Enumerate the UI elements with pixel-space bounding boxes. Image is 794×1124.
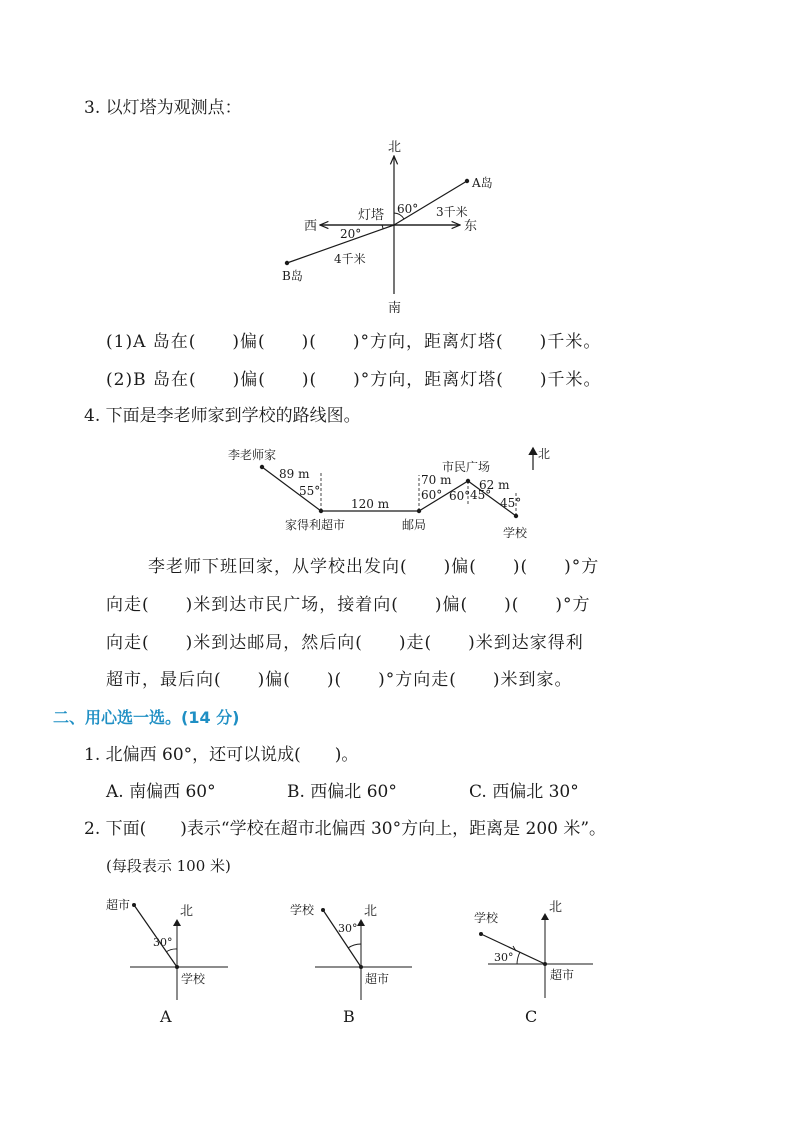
section2-heading: 二、用心选一选。(14 分) [53,708,240,727]
diagram-b [290,902,412,1026]
a1-label: 55° [299,484,321,498]
diagram-b-top-label: 学校 [290,903,315,917]
a6-label: 45° [500,496,522,510]
diagram-b-angle-label: 30° [338,922,358,935]
diagram-c-angle-label: 30° [494,951,514,964]
diagram-c-north-label: 北 [549,900,563,915]
diagram-c-center-label: 超市 [550,968,575,982]
q4-line2: 向走( )米到达市民广场，接着向( )偏( )( )°方 [106,595,591,615]
plaza-label: 市民广场 [442,460,491,474]
diagram-c-top-label: 学校 [474,911,499,925]
east-label: 东 [464,219,478,234]
diagram-a-top-label: 超市 [106,898,131,912]
s2-q1-option-a: A. 南偏西 60° [106,782,216,802]
q4-line3: 向走( )米到达邮局，然后向( )走( )米到达家得利 [106,633,584,653]
a4-label: 60° [449,489,471,503]
diagram-a-north-label: 北 [180,904,194,919]
d4-label: 62 m [479,478,510,492]
a5-label: 45° [470,488,492,502]
diagram-b-letter: B [343,1007,355,1026]
angle-a-label: 60° [397,202,419,216]
diagram-a-letter: A [160,1007,172,1026]
diagram-a-angle-label: 30° [153,936,173,949]
school-label: 学校 [503,526,528,540]
q3-sub2: (2)B 岛在( )偏( )( )°方向，距离灯塔( )千米。 [106,370,602,390]
d2-label: 120 m [351,497,390,511]
diagram-b-center-label: 超市 [365,972,390,986]
south-label: 南 [388,301,402,316]
q4-title: 4. 下面是李老师家到学校的路线图。 [84,406,361,426]
diagram-c [474,900,593,1026]
d1-label: 89 m [279,467,310,481]
q3-title: 3. 以灯塔为观测点： [84,98,242,118]
diagram-c-letter: C [525,1007,538,1026]
point-a-label: A岛 [472,176,493,190]
point-b-label: B岛 [282,269,303,283]
west-label: 西 [304,219,318,234]
angle-b-label: 20° [340,227,362,241]
s2-q1-text: 1. 北偏西 60°，还可以说成( )。 [84,745,359,765]
distance-a-label: 3千米 [436,205,468,219]
post-label: 邮局 [402,518,427,532]
s2-q2-note: (每段表示 100 米) [106,857,231,875]
a3-label: 60° [421,488,443,502]
lighthouse-label: 灯塔 [358,208,385,223]
s2-q1-option-c: C. 西偏北 30° [469,782,579,802]
diagram-a [106,897,228,1026]
q4-line1: 李老师下班回家，从学校出发向( )偏( )( )°方 [148,557,600,577]
q4-line4: 超市，最后向( )偏( )( )°方向走( )米到家。 [106,670,573,690]
d3-label: 70 m [421,473,452,487]
diagram-b-north-label: 北 [364,904,378,919]
home-label: 李老师家 [228,448,277,462]
s2-q1-option-b: B. 西偏北 60° [287,782,397,802]
q3-sub1: (1)A 岛在( )偏( )( )°方向，距离灯塔( )千米。 [106,332,602,352]
north-label: 北 [388,140,402,155]
s2-q2-text: 2. 下面( )表示“学校在超市北偏西 30°方向上，距离是 200 米”。 [84,819,607,839]
map-north-label: 北 [538,447,551,461]
distance-b-label: 4千米 [334,252,366,266]
store-label: 家得利超市 [285,518,346,532]
diagram-a-center-label: 学校 [181,972,206,986]
